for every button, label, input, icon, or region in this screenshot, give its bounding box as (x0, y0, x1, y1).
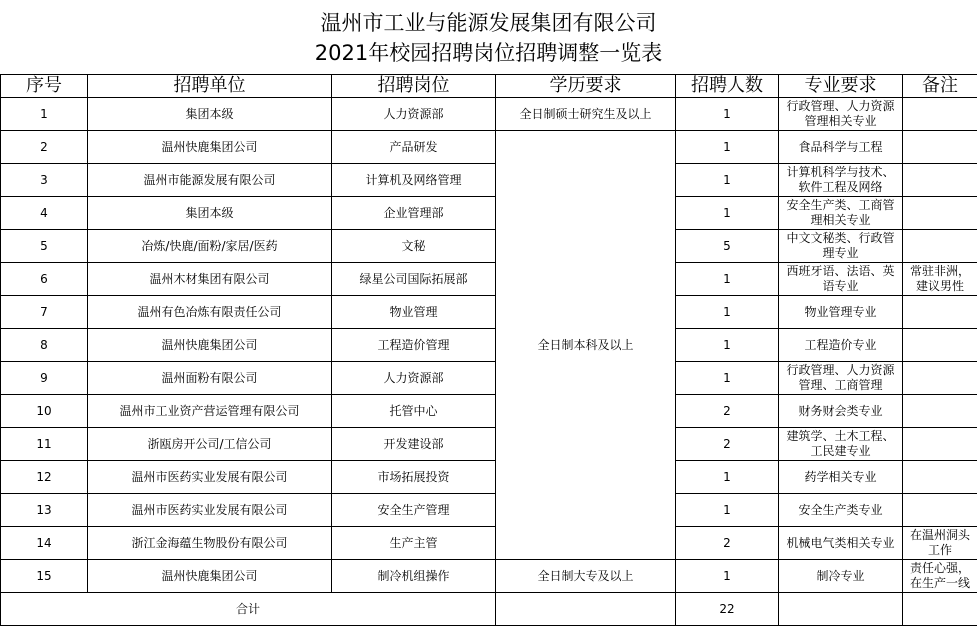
cell-note (903, 131, 977, 164)
cell-count: 1 (676, 263, 779, 296)
cell-note (903, 197, 977, 230)
cell-post: 人力资源部 (332, 362, 496, 395)
cell-note: 常驻非洲，建议男性 (903, 263, 977, 296)
cell-unit: 温州面粉有限公司 (88, 362, 332, 395)
table-row (1, 461, 977, 494)
cell-count: 1 (676, 131, 779, 164)
cell-unit: 集团本级 (88, 197, 332, 230)
table-row (1, 428, 977, 461)
cell-no: 13 (1, 494, 88, 527)
cell-major: 行政管理、人力资源管理相关专业 (779, 98, 903, 131)
total-count: 22 (676, 593, 779, 626)
table-row (1, 263, 977, 296)
table-row (1, 362, 977, 395)
cell-count: 1 (676, 329, 779, 362)
cell-post: 制冷机组操作 (332, 560, 496, 593)
cell-count: 1 (676, 164, 779, 197)
cell-edu: 全日制硕士研究生及以上 (496, 98, 676, 131)
cell-major: 中文文秘类、行政管理专业 (779, 230, 903, 263)
cell-no: 12 (1, 461, 88, 494)
cell-count: 1 (676, 296, 779, 329)
cell-edu: 全日制大专及以上 (496, 560, 676, 593)
table-row (1, 164, 977, 197)
cell-count: 2 (676, 527, 779, 560)
cell-note (903, 98, 977, 131)
cell-no: 11 (1, 428, 88, 461)
cell-unit: 温州木材集团有限公司 (88, 263, 332, 296)
cell-major: 药学相关专业 (779, 461, 903, 494)
cell-note (903, 494, 977, 527)
cell-post: 生产主管 (332, 527, 496, 560)
cell-post: 市场拓展投资 (332, 461, 496, 494)
cell-major: 计算机科学与技术、软件工程及网络 (779, 164, 903, 197)
cell-count: 1 (676, 362, 779, 395)
table-row (1, 131, 977, 164)
cell-note (903, 329, 977, 362)
header-post: 招聘岗位 (332, 75, 496, 98)
cell-post: 工程造价管理 (332, 329, 496, 362)
cell-major: 行政管理、人力资源管理、工商管理 (779, 362, 903, 395)
cell-major: 安全生产类专业 (779, 494, 903, 527)
cell-count: 1 (676, 98, 779, 131)
cell-unit: 温州有色冶炼有限责任公司 (88, 296, 332, 329)
header-no: 序号 (1, 75, 88, 98)
cell-major: 西班牙语、法语、英语专业 (779, 263, 903, 296)
table-row (1, 395, 977, 428)
cell-no: 7 (1, 296, 88, 329)
header-unit: 招聘单位 (88, 75, 332, 98)
recruitment-table (0, 74, 977, 626)
header-major: 专业要求 (779, 75, 903, 98)
cell-unit: 浙江金海蕴生物股份有限公司 (88, 527, 332, 560)
cell-count: 1 (676, 461, 779, 494)
table-row (1, 527, 977, 560)
cell-count: 2 (676, 395, 779, 428)
cell-post: 物业管理 (332, 296, 496, 329)
cell-post: 企业管理部 (332, 197, 496, 230)
cell-no: 15 (1, 560, 88, 593)
cell-major: 食品科学与工程 (779, 131, 903, 164)
cell-no: 9 (1, 362, 88, 395)
total-note-empty (903, 593, 977, 626)
cell-note (903, 395, 977, 428)
total-major-empty (779, 593, 903, 626)
total-edu-empty (496, 593, 676, 626)
cell-no: 6 (1, 263, 88, 296)
document-subtitle: 2021年校园招聘岗位招聘调整一览表 (314, 41, 663, 65)
total-row (1, 593, 977, 626)
header-edu: 学历要求 (496, 75, 676, 98)
cell-count: 5 (676, 230, 779, 263)
cell-unit: 温州市医药实业发展有限公司 (88, 461, 332, 494)
cell-unit: 集团本级 (88, 98, 332, 131)
cell-no: 1 (1, 98, 88, 131)
cell-unit: 冶炼/快鹿/面粉/家居/医药 (88, 230, 332, 263)
cell-unit: 温州快鹿集团公司 (88, 131, 332, 164)
cell-edu-merged: 全日制本科及以上 (496, 131, 676, 560)
header-note: 备注 (903, 75, 977, 98)
cell-post: 安全生产管理 (332, 494, 496, 527)
table-row (1, 494, 977, 527)
cell-note: 责任心强，在生产一线 (903, 560, 977, 593)
table-row (1, 560, 977, 593)
table-row (1, 98, 977, 131)
cell-note (903, 362, 977, 395)
cell-note (903, 461, 977, 494)
header-row (1, 75, 977, 98)
table-row (1, 296, 977, 329)
cell-post: 产品研发 (332, 131, 496, 164)
cell-unit: 温州市医药实业发展有限公司 (88, 494, 332, 527)
cell-count: 1 (676, 197, 779, 230)
total-label: 合计 (1, 593, 496, 626)
cell-no: 8 (1, 329, 88, 362)
cell-unit: 浙瓯房开公司/工信公司 (88, 428, 332, 461)
cell-no: 2 (1, 131, 88, 164)
cell-no: 4 (1, 197, 88, 230)
cell-major: 安全生产类、工商管理相关专业 (779, 197, 903, 230)
cell-major: 机械电气类相关专业 (779, 527, 903, 560)
cell-post: 计算机及网络管理 (332, 164, 496, 197)
document-title: 温州市工业与能源发展集团有限公司 (320, 11, 657, 35)
cell-note: 在温州洞头工作 (903, 527, 977, 560)
cell-note (903, 296, 977, 329)
cell-post: 开发建设部 (332, 428, 496, 461)
cell-post: 托管中心 (332, 395, 496, 428)
cell-unit: 温州市能源发展有限公司 (88, 164, 332, 197)
cell-count: 2 (676, 428, 779, 461)
cell-unit: 温州快鹿集团公司 (88, 329, 332, 362)
cell-post: 绿星公司国际拓展部 (332, 263, 496, 296)
cell-note (903, 428, 977, 461)
cell-major: 工程造价专业 (779, 329, 903, 362)
cell-major: 财务财会类专业 (779, 395, 903, 428)
cell-unit: 温州市工业资产营运管理有限公司 (88, 395, 332, 428)
cell-note (903, 164, 977, 197)
cell-major: 建筑学、土木工程、工民建专业 (779, 428, 903, 461)
cell-major: 物业管理专业 (779, 296, 903, 329)
cell-no: 14 (1, 527, 88, 560)
header-count: 招聘人数 (676, 75, 779, 98)
table-row (1, 329, 977, 362)
table-row (1, 197, 977, 230)
cell-post: 人力资源部 (332, 98, 496, 131)
cell-no: 10 (1, 395, 88, 428)
cell-count: 1 (676, 494, 779, 527)
table-row (1, 230, 977, 263)
cell-major: 制冷专业 (779, 560, 903, 593)
cell-count: 1 (676, 560, 779, 593)
cell-post: 文秘 (332, 230, 496, 263)
cell-no: 5 (1, 230, 88, 263)
cell-unit: 温州快鹿集团公司 (88, 560, 332, 593)
cell-note (903, 230, 977, 263)
cell-no: 3 (1, 164, 88, 197)
